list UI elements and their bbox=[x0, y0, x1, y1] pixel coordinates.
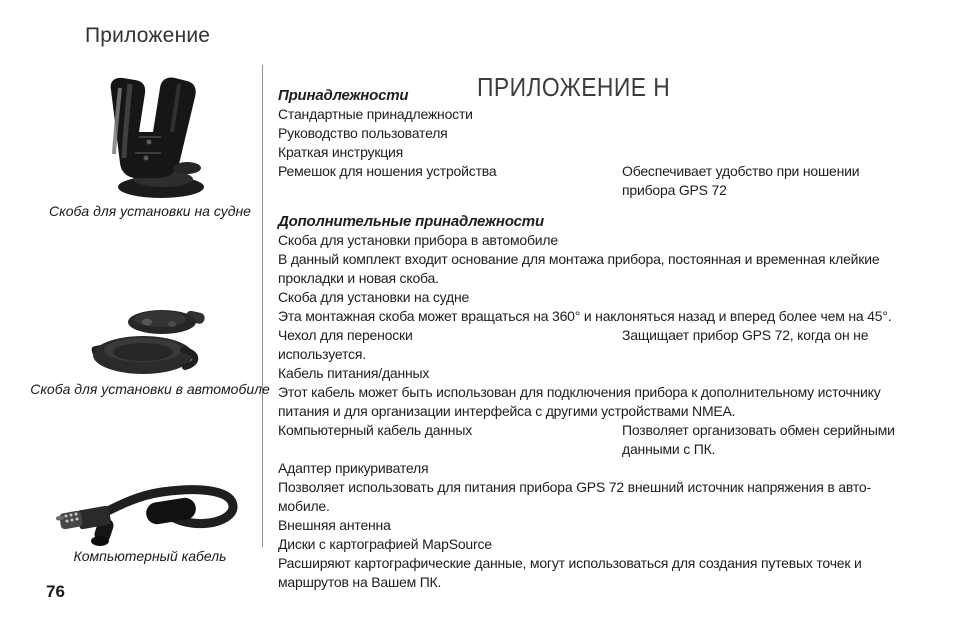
figure-marine-mount bbox=[83, 74, 217, 200]
text-line bbox=[278, 181, 946, 200]
marine-mount-image bbox=[83, 74, 217, 200]
text-line: Руководство пользователя bbox=[278, 125, 448, 141]
text-line: Скоба для установки на судне bbox=[278, 289, 470, 305]
text-line: маршрутов на Вашем ПК. bbox=[278, 574, 442, 590]
section-heading: Дополнительные принадлежности bbox=[278, 213, 544, 230]
item-text: Ремешок для ношения устройства bbox=[278, 163, 497, 179]
column-divider bbox=[262, 65, 263, 547]
item-text: Компьютерный кабель данных bbox=[278, 422, 472, 438]
description-text: Позволяет организовать обмен серийными bbox=[622, 422, 895, 438]
text-line: Этот кабель может быть использован для подключения прибора к дополнительному источнику bbox=[278, 384, 881, 400]
text-line: Позволяет использовать для питания прибора GPS 72 внешний источник напряжения в авто- bbox=[278, 479, 871, 495]
text-line: Скоба для установки прибора в автомобиле bbox=[278, 232, 558, 248]
text-line bbox=[278, 440, 946, 459]
section-heading: Принадлежности bbox=[278, 87, 409, 104]
text-line: Эта монтажная скоба может вращаться на 360° и наклоняться назад и вперед более чем на 45°. bbox=[278, 308, 892, 324]
description-text: Обеспечивает удобство при ношении bbox=[622, 163, 860, 179]
text-line: Стандартные принадлежности bbox=[278, 106, 473, 122]
computer-cable-image bbox=[56, 464, 242, 546]
text-line: питания и для организации интерфейса с другими устройствами NMEA. bbox=[278, 403, 736, 419]
spacer bbox=[278, 200, 946, 212]
page-number: 76 bbox=[46, 582, 65, 601]
text-line: Диски с картографией MapSource bbox=[278, 536, 492, 552]
text-line: Адаптер прикуривателя bbox=[278, 460, 429, 476]
running-header: Приложение bbox=[85, 24, 211, 47]
figure-caption-auto-mount: Скоба для установки в автомобиле bbox=[30, 381, 270, 397]
description-text: Защищает прибор GPS 72, когда он не bbox=[622, 327, 869, 343]
figure-caption-computer-cable: Компьютерный кабель bbox=[73, 548, 227, 564]
text-line: Краткая инструкция bbox=[278, 144, 404, 160]
description-text: прибора GPS 72 bbox=[622, 182, 727, 198]
text-line: Кабель питания/данных bbox=[278, 365, 430, 381]
description-text: данными с ПК. bbox=[622, 441, 716, 457]
text-line: прокладки и новая скоба. bbox=[278, 270, 439, 286]
figure-caption-marine-mount: Скоба для установки на судне bbox=[49, 203, 251, 219]
text-line: используется. bbox=[278, 346, 366, 362]
auto-mount-image bbox=[90, 305, 210, 379]
figure-auto-mount bbox=[90, 305, 210, 379]
text-line bbox=[278, 162, 946, 181]
item-text: Чехол для переноски bbox=[278, 327, 413, 343]
text-line: Внешняя антенна bbox=[278, 517, 391, 533]
text-line: В данный комплект входит основание для монтажа прибора, постоянная и временная клейкие bbox=[278, 251, 880, 267]
text-line: Расширяют картографические данные, могут использоваться для создания путевых точек и bbox=[278, 555, 862, 571]
text-line bbox=[278, 326, 946, 345]
appendix-title: ПРИЛОЖЕНИЕ H bbox=[477, 72, 671, 103]
text-line bbox=[278, 421, 946, 440]
figure-computer-cable bbox=[56, 464, 242, 546]
body-text bbox=[278, 86, 946, 592]
text-line: мобиле. bbox=[278, 498, 330, 514]
